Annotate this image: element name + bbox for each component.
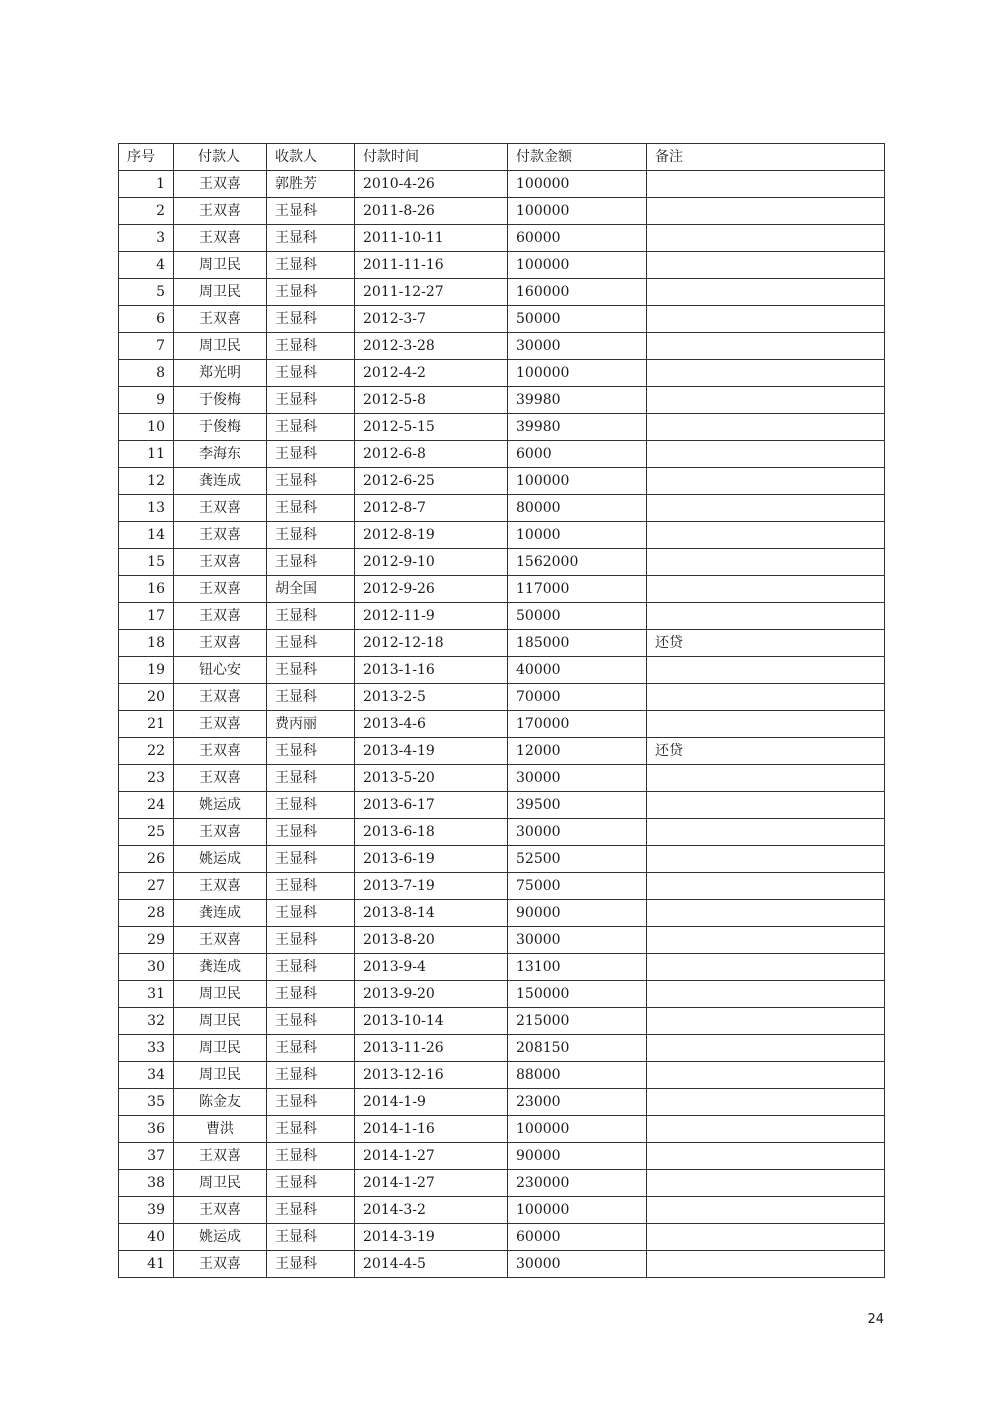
cell-payment-date: 2013-9-4 — [355, 954, 508, 981]
cell-payment-amount: 117000 — [508, 576, 647, 603]
cell-remarks — [647, 819, 885, 846]
cell-payment-date: 2012-11-9 — [355, 603, 508, 630]
cell-remarks — [647, 441, 885, 468]
cell-payee: 王显科 — [267, 441, 355, 468]
cell-payer: 王双喜 — [174, 225, 267, 252]
cell-payer: 王双喜 — [174, 1251, 267, 1278]
cell-payment-date: 2012-3-28 — [355, 333, 508, 360]
cell-payment-date: 2012-9-10 — [355, 549, 508, 576]
cell-payment-date: 2013-11-26 — [355, 1035, 508, 1062]
cell-payment-amount: 100000 — [508, 468, 647, 495]
table-row — [119, 765, 885, 792]
cell-payer: 王双喜 — [174, 684, 267, 711]
cell-payment-amount: 208150 — [508, 1035, 647, 1062]
cell-payment-amount: 60000 — [508, 225, 647, 252]
cell-payee: 王显科 — [267, 819, 355, 846]
cell-remarks — [647, 252, 885, 279]
cell-payment-amount: 80000 — [508, 495, 647, 522]
cell-payment-date: 2013-8-20 — [355, 927, 508, 954]
cell-payer: 周卫民 — [174, 252, 267, 279]
cell-remarks — [647, 1224, 885, 1251]
cell-serial-number: 18 — [119, 630, 174, 657]
table-row — [119, 819, 885, 846]
cell-payment-date: 2010-4-26 — [355, 171, 508, 198]
cell-payer: 于俊梅 — [174, 387, 267, 414]
cell-payee: 王显科 — [267, 549, 355, 576]
table-row — [119, 414, 885, 441]
cell-serial-number: 41 — [119, 1251, 174, 1278]
cell-payment-date: 2013-7-19 — [355, 873, 508, 900]
cell-serial-number: 24 — [119, 792, 174, 819]
page-number: 24 — [867, 1312, 884, 1327]
table-row — [119, 1251, 885, 1278]
cell-serial-number: 5 — [119, 279, 174, 306]
cell-serial-number: 20 — [119, 684, 174, 711]
cell-payee: 王显科 — [267, 306, 355, 333]
cell-payment-amount: 13100 — [508, 954, 647, 981]
cell-payer: 钮心安 — [174, 657, 267, 684]
cell-payer: 姚运成 — [174, 1224, 267, 1251]
cell-payment-amount: 185000 — [508, 630, 647, 657]
cell-payee: 王显科 — [267, 1116, 355, 1143]
cell-serial-number: 13 — [119, 495, 174, 522]
table-row — [119, 387, 885, 414]
header-payment-date: 付款时间 — [355, 144, 508, 171]
cell-payment-date: 2012-5-15 — [355, 414, 508, 441]
cell-remarks — [647, 981, 885, 1008]
payment-records-table-container — [118, 143, 885, 1278]
cell-payment-date: 2013-6-17 — [355, 792, 508, 819]
cell-payment-amount: 170000 — [508, 711, 647, 738]
cell-payment-date: 2013-2-5 — [355, 684, 508, 711]
cell-serial-number: 12 — [119, 468, 174, 495]
table-row — [119, 1089, 885, 1116]
cell-remarks — [647, 792, 885, 819]
cell-payee: 王显科 — [267, 1143, 355, 1170]
cell-serial-number: 40 — [119, 1224, 174, 1251]
cell-payee: 王显科 — [267, 252, 355, 279]
cell-serial-number: 17 — [119, 603, 174, 630]
header-payer: 付款人 — [174, 144, 267, 171]
cell-payment-date: 2013-6-19 — [355, 846, 508, 873]
cell-serial-number: 11 — [119, 441, 174, 468]
cell-payment-amount: 30000 — [508, 333, 647, 360]
table-row — [119, 549, 885, 576]
cell-payee: 王显科 — [267, 792, 355, 819]
cell-payment-amount: 50000 — [508, 603, 647, 630]
table-row — [119, 738, 885, 765]
table-row — [119, 981, 885, 1008]
cell-remarks — [647, 1062, 885, 1089]
cell-payment-amount: 30000 — [508, 1251, 647, 1278]
cell-payer: 周卫民 — [174, 981, 267, 1008]
cell-payment-date: 2011-12-27 — [355, 279, 508, 306]
cell-remarks — [647, 495, 885, 522]
cell-payment-amount: 39980 — [508, 387, 647, 414]
cell-remarks — [647, 873, 885, 900]
cell-payee: 王显科 — [267, 900, 355, 927]
cell-serial-number: 21 — [119, 711, 174, 738]
cell-payee: 王显科 — [267, 954, 355, 981]
cell-payment-amount: 88000 — [508, 1062, 647, 1089]
cell-payment-amount: 75000 — [508, 873, 647, 900]
cell-serial-number: 30 — [119, 954, 174, 981]
cell-payee: 王显科 — [267, 927, 355, 954]
cell-serial-number: 10 — [119, 414, 174, 441]
cell-payment-date: 2014-1-27 — [355, 1170, 508, 1197]
cell-payment-amount: 100000 — [508, 1197, 647, 1224]
cell-serial-number: 7 — [119, 333, 174, 360]
cell-remarks — [647, 846, 885, 873]
cell-payee: 王显科 — [267, 603, 355, 630]
cell-serial-number: 33 — [119, 1035, 174, 1062]
cell-payment-amount: 100000 — [508, 198, 647, 225]
cell-payee: 王显科 — [267, 630, 355, 657]
cell-payment-amount: 39500 — [508, 792, 647, 819]
cell-payment-date: 2013-4-19 — [355, 738, 508, 765]
cell-payment-date: 2014-1-16 — [355, 1116, 508, 1143]
payment-records-table — [118, 143, 885, 1278]
cell-payer: 李海东 — [174, 441, 267, 468]
cell-remarks — [647, 333, 885, 360]
cell-payer: 王双喜 — [174, 927, 267, 954]
cell-payer: 王双喜 — [174, 711, 267, 738]
cell-payment-amount: 40000 — [508, 657, 647, 684]
cell-remarks — [647, 684, 885, 711]
cell-remarks — [647, 603, 885, 630]
cell-serial-number: 8 — [119, 360, 174, 387]
cell-payer: 陈金友 — [174, 1089, 267, 1116]
cell-payment-amount: 100000 — [508, 1116, 647, 1143]
table-row — [119, 1197, 885, 1224]
cell-serial-number: 39 — [119, 1197, 174, 1224]
table-row — [119, 711, 885, 738]
cell-payment-amount: 12000 — [508, 738, 647, 765]
cell-payee: 胡全国 — [267, 576, 355, 603]
cell-remarks — [647, 414, 885, 441]
cell-payer: 王双喜 — [174, 1143, 267, 1170]
cell-remarks — [647, 1251, 885, 1278]
cell-payment-date: 2011-11-16 — [355, 252, 508, 279]
cell-serial-number: 36 — [119, 1116, 174, 1143]
cell-remarks — [647, 954, 885, 981]
cell-payee: 郭胜芳 — [267, 171, 355, 198]
cell-payer: 周卫民 — [174, 1062, 267, 1089]
cell-remarks — [647, 711, 885, 738]
cell-payer: 周卫民 — [174, 1035, 267, 1062]
cell-payer: 王双喜 — [174, 576, 267, 603]
cell-payer: 王双喜 — [174, 171, 267, 198]
table-row — [119, 630, 885, 657]
cell-payment-amount: 215000 — [508, 1008, 647, 1035]
cell-remarks — [647, 522, 885, 549]
cell-payee: 王显科 — [267, 1035, 355, 1062]
cell-payment-date: 2012-8-19 — [355, 522, 508, 549]
cell-payment-amount: 70000 — [508, 684, 647, 711]
cell-payee: 王显科 — [267, 684, 355, 711]
table-row — [119, 306, 885, 333]
cell-remarks — [647, 387, 885, 414]
cell-payment-date: 2012-9-26 — [355, 576, 508, 603]
cell-remarks — [647, 657, 885, 684]
cell-payment-amount: 30000 — [508, 819, 647, 846]
table-row — [119, 873, 885, 900]
cell-payment-date: 2012-4-2 — [355, 360, 508, 387]
cell-remarks — [647, 927, 885, 954]
cell-payee: 王显科 — [267, 1089, 355, 1116]
cell-payment-date: 2013-10-14 — [355, 1008, 508, 1035]
cell-payer: 王双喜 — [174, 198, 267, 225]
cell-payer: 周卫民 — [174, 279, 267, 306]
cell-payment-date: 2014-3-19 — [355, 1224, 508, 1251]
cell-payee: 王显科 — [267, 225, 355, 252]
cell-remarks — [647, 279, 885, 306]
cell-payer: 于俊梅 — [174, 414, 267, 441]
cell-payee: 王显科 — [267, 846, 355, 873]
cell-payment-date: 2012-5-8 — [355, 387, 508, 414]
cell-payer: 周卫民 — [174, 1008, 267, 1035]
cell-payee: 王显科 — [267, 873, 355, 900]
cell-payer: 王双喜 — [174, 630, 267, 657]
cell-payer: 周卫民 — [174, 333, 267, 360]
cell-payment-amount: 50000 — [508, 306, 647, 333]
table-row — [119, 279, 885, 306]
cell-payer: 王双喜 — [174, 549, 267, 576]
table-row — [119, 792, 885, 819]
cell-payment-amount: 39980 — [508, 414, 647, 441]
table-row — [119, 1008, 885, 1035]
cell-payment-date: 2012-12-18 — [355, 630, 508, 657]
cell-payee: 王显科 — [267, 738, 355, 765]
cell-payee: 王显科 — [267, 657, 355, 684]
cell-remarks — [647, 1089, 885, 1116]
cell-remarks — [647, 1035, 885, 1062]
cell-payee: 王显科 — [267, 1062, 355, 1089]
cell-payment-amount: 23000 — [508, 1089, 647, 1116]
cell-payment-date: 2013-4-6 — [355, 711, 508, 738]
table-body — [119, 171, 885, 1278]
cell-remarks — [647, 360, 885, 387]
cell-payee: 王显科 — [267, 1251, 355, 1278]
cell-serial-number: 26 — [119, 846, 174, 873]
cell-payment-date: 2013-12-16 — [355, 1062, 508, 1089]
table-row — [119, 333, 885, 360]
cell-payment-amount: 6000 — [508, 441, 647, 468]
cell-payer: 姚运成 — [174, 846, 267, 873]
cell-payer: 郑光明 — [174, 360, 267, 387]
table-row — [119, 1170, 885, 1197]
cell-payee: 王显科 — [267, 765, 355, 792]
cell-payer: 王双喜 — [174, 495, 267, 522]
cell-payment-date: 2012-8-7 — [355, 495, 508, 522]
cell-payment-date: 2014-1-27 — [355, 1143, 508, 1170]
cell-payee: 王显科 — [267, 198, 355, 225]
cell-payment-amount: 52500 — [508, 846, 647, 873]
cell-remarks — [647, 198, 885, 225]
cell-payee: 王显科 — [267, 1008, 355, 1035]
cell-serial-number: 14 — [119, 522, 174, 549]
cell-payee: 王显科 — [267, 1224, 355, 1251]
table-row — [119, 225, 885, 252]
cell-payer: 王双喜 — [174, 873, 267, 900]
cell-payee: 王显科 — [267, 1197, 355, 1224]
cell-payer: 王双喜 — [174, 522, 267, 549]
cell-payment-amount: 90000 — [508, 1143, 647, 1170]
cell-payer: 王双喜 — [174, 819, 267, 846]
header-remarks: 备注 — [647, 144, 885, 171]
table-row — [119, 252, 885, 279]
cell-payee: 王显科 — [267, 414, 355, 441]
cell-serial-number: 37 — [119, 1143, 174, 1170]
cell-remarks — [647, 306, 885, 333]
header-payment-amount: 付款金额 — [508, 144, 647, 171]
table-row — [119, 657, 885, 684]
cell-serial-number: 34 — [119, 1062, 174, 1089]
cell-payer: 龚连成 — [174, 468, 267, 495]
cell-remarks — [647, 225, 885, 252]
cell-remarks — [647, 1008, 885, 1035]
cell-payee: 王显科 — [267, 1170, 355, 1197]
cell-payee: 王显科 — [267, 495, 355, 522]
table-row — [119, 1143, 885, 1170]
table-row — [119, 954, 885, 981]
cell-payment-date: 2013-6-18 — [355, 819, 508, 846]
table-row — [119, 900, 885, 927]
cell-serial-number: 25 — [119, 819, 174, 846]
cell-payment-date: 2014-4-5 — [355, 1251, 508, 1278]
cell-serial-number: 19 — [119, 657, 174, 684]
cell-serial-number: 1 — [119, 171, 174, 198]
cell-remarks — [647, 900, 885, 927]
cell-payee: 王显科 — [267, 981, 355, 1008]
cell-serial-number: 6 — [119, 306, 174, 333]
cell-payment-amount: 100000 — [508, 252, 647, 279]
cell-serial-number: 35 — [119, 1089, 174, 1116]
table-row — [119, 927, 885, 954]
cell-payment-date: 2012-3-7 — [355, 306, 508, 333]
cell-payment-date: 2013-5-20 — [355, 765, 508, 792]
table-row — [119, 360, 885, 387]
cell-payee: 王显科 — [267, 279, 355, 306]
cell-remarks — [647, 576, 885, 603]
cell-payer: 王双喜 — [174, 738, 267, 765]
header-payee: 收款人 — [267, 144, 355, 171]
cell-payment-date: 2014-1-9 — [355, 1089, 508, 1116]
cell-payment-amount: 30000 — [508, 927, 647, 954]
cell-payee: 王显科 — [267, 360, 355, 387]
cell-payment-amount: 90000 — [508, 900, 647, 927]
cell-payer: 曹洪 — [174, 1116, 267, 1143]
cell-payer: 王双喜 — [174, 765, 267, 792]
header-serial-number: 序号 — [119, 144, 174, 171]
cell-serial-number: 23 — [119, 765, 174, 792]
cell-remarks — [647, 171, 885, 198]
cell-serial-number: 15 — [119, 549, 174, 576]
cell-payment-date: 2011-10-11 — [355, 225, 508, 252]
table-row — [119, 495, 885, 522]
cell-serial-number: 22 — [119, 738, 174, 765]
table-row — [119, 198, 885, 225]
cell-payee: 王显科 — [267, 387, 355, 414]
cell-payment-amount: 160000 — [508, 279, 647, 306]
cell-payment-amount: 1562000 — [508, 549, 647, 576]
cell-payment-date: 2012-6-25 — [355, 468, 508, 495]
cell-remarks: 还贷 — [647, 630, 885, 657]
cell-payer: 王双喜 — [174, 603, 267, 630]
cell-payment-amount: 10000 — [508, 522, 647, 549]
table-row — [119, 1224, 885, 1251]
table-row — [119, 846, 885, 873]
table-row — [119, 171, 885, 198]
cell-serial-number: 29 — [119, 927, 174, 954]
cell-remarks — [647, 549, 885, 576]
cell-payer: 龚连成 — [174, 954, 267, 981]
cell-payment-amount: 60000 — [508, 1224, 647, 1251]
cell-serial-number: 31 — [119, 981, 174, 1008]
table-row — [119, 603, 885, 630]
cell-remarks — [647, 1170, 885, 1197]
cell-remarks — [647, 1143, 885, 1170]
cell-remarks — [647, 1116, 885, 1143]
cell-payment-date: 2011-8-26 — [355, 198, 508, 225]
cell-serial-number: 2 — [119, 198, 174, 225]
cell-payer: 姚运成 — [174, 792, 267, 819]
cell-remarks: 还贷 — [647, 738, 885, 765]
cell-serial-number: 3 — [119, 225, 174, 252]
table-row — [119, 1062, 885, 1089]
cell-payer: 周卫民 — [174, 1170, 267, 1197]
cell-payment-date: 2012-6-8 — [355, 441, 508, 468]
cell-payment-amount: 100000 — [508, 360, 647, 387]
table-row — [119, 468, 885, 495]
cell-payment-date: 2014-3-2 — [355, 1197, 508, 1224]
table-row — [119, 684, 885, 711]
cell-payee: 费丙丽 — [267, 711, 355, 738]
cell-payment-amount: 150000 — [508, 981, 647, 1008]
cell-payer: 王双喜 — [174, 306, 267, 333]
table-row — [119, 441, 885, 468]
cell-serial-number: 38 — [119, 1170, 174, 1197]
cell-payment-amount: 230000 — [508, 1170, 647, 1197]
cell-remarks — [647, 1197, 885, 1224]
cell-remarks — [647, 765, 885, 792]
table-header-row — [119, 144, 885, 171]
cell-serial-number: 28 — [119, 900, 174, 927]
table-row — [119, 1116, 885, 1143]
cell-payer: 王双喜 — [174, 1197, 267, 1224]
table-row — [119, 522, 885, 549]
cell-payment-date: 2013-8-14 — [355, 900, 508, 927]
cell-serial-number: 9 — [119, 387, 174, 414]
cell-payee: 王显科 — [267, 522, 355, 549]
cell-serial-number: 16 — [119, 576, 174, 603]
cell-serial-number: 27 — [119, 873, 174, 900]
cell-payment-date: 2013-9-20 — [355, 981, 508, 1008]
cell-payer: 龚连成 — [174, 900, 267, 927]
cell-payment-amount: 30000 — [508, 765, 647, 792]
table-row — [119, 1035, 885, 1062]
table-row — [119, 576, 885, 603]
cell-serial-number: 4 — [119, 252, 174, 279]
cell-serial-number: 32 — [119, 1008, 174, 1035]
cell-payee: 王显科 — [267, 468, 355, 495]
cell-payment-date: 2013-1-16 — [355, 657, 508, 684]
cell-remarks — [647, 468, 885, 495]
cell-payment-amount: 100000 — [508, 171, 647, 198]
cell-payee: 王显科 — [267, 333, 355, 360]
